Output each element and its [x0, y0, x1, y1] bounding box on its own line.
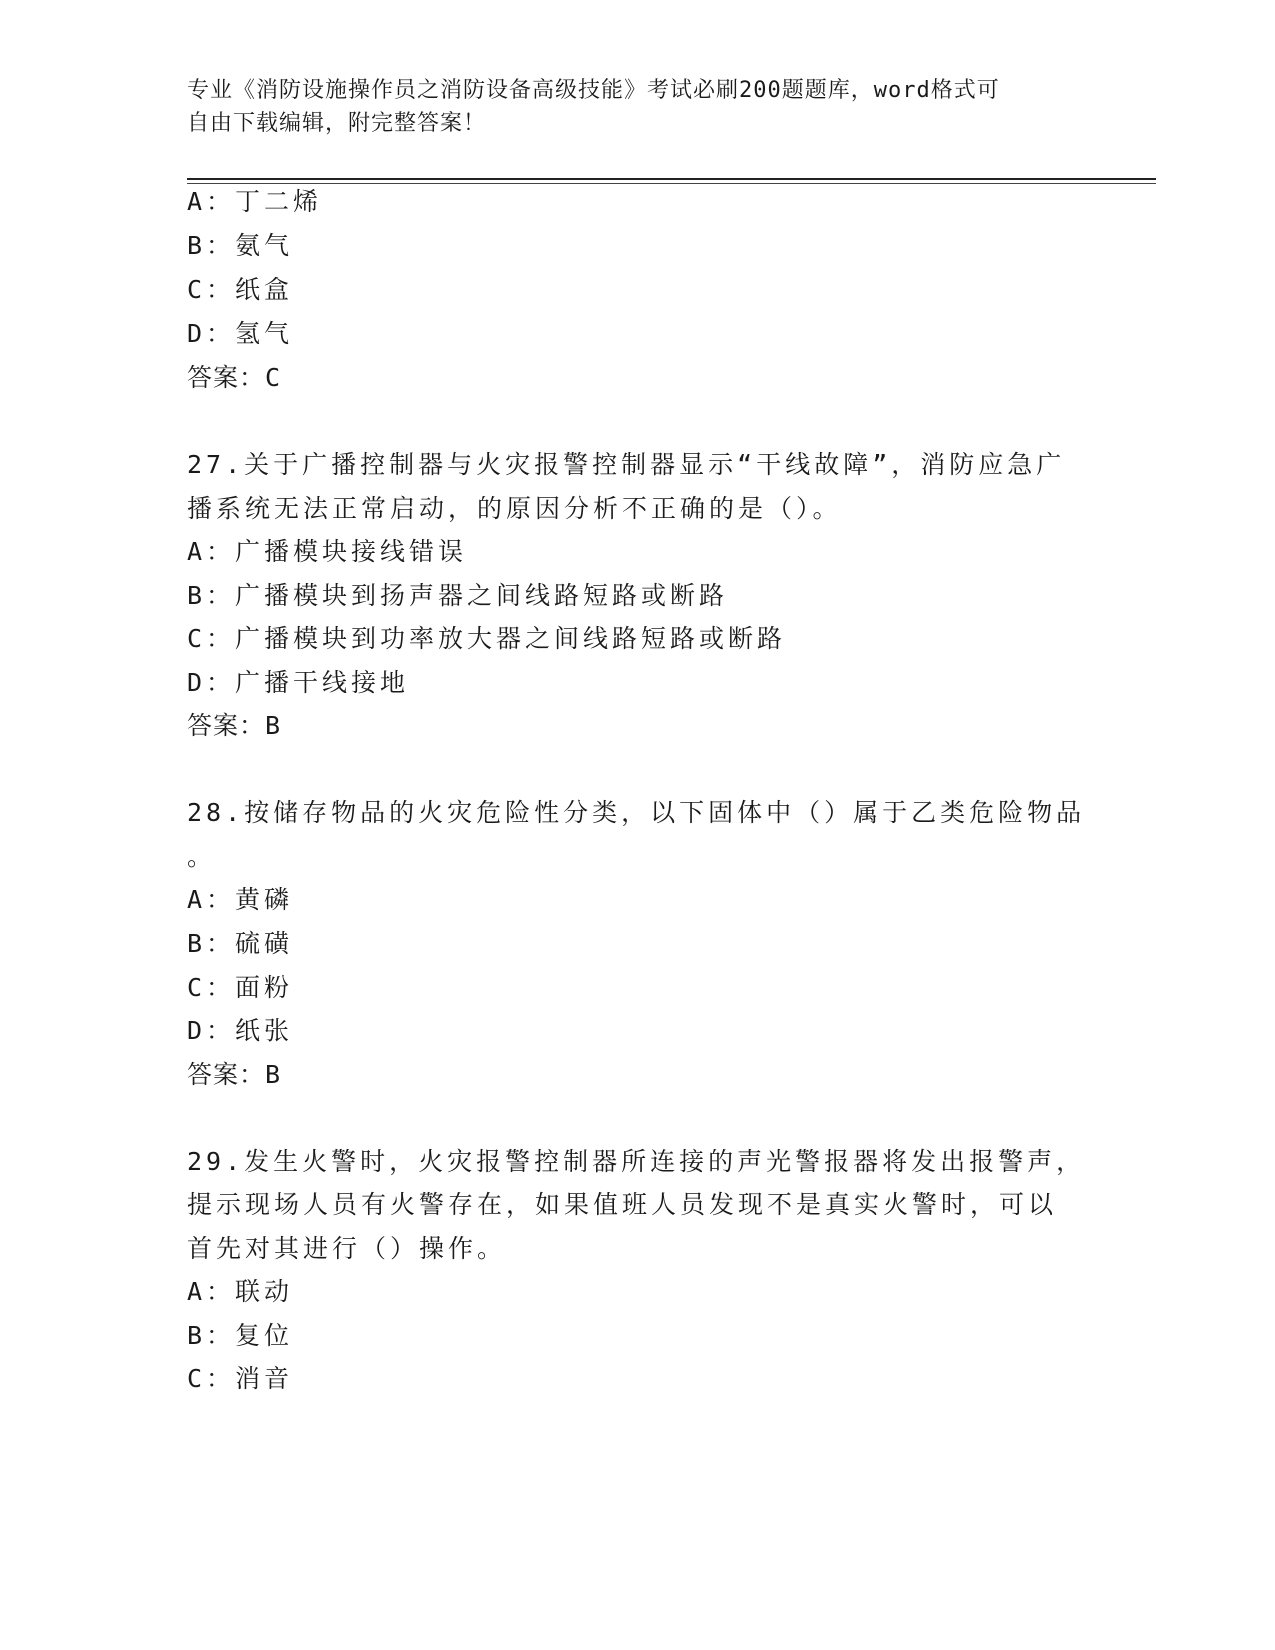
q26-option-a: A：丁二烯 — [187, 187, 323, 216]
document-header — [187, 74, 1077, 140]
q27-option-d: D：广播干线接地 — [187, 668, 410, 697]
q27-option-b: B：广播模块到扬声器之间线路短路或断路 — [187, 581, 729, 610]
q26-option-c: C：纸盒 — [187, 275, 294, 304]
q29-stem-line-1: 29.发生火警时，火灾报警控制器所连接的声光警报器将发出报警声， — [187, 1147, 1086, 1176]
q28-stem-line-2: 。 — [187, 842, 217, 871]
q27-stem-line-2: 播系统无法正常启动，的原因分析不正确的是（）。 — [187, 494, 842, 523]
header-divider-thin — [187, 183, 1156, 184]
q29-option-b: B：复位 — [187, 1321, 294, 1350]
q28-option-c: C：面粉 — [187, 973, 294, 1002]
q26-answer: 答案：C — [187, 363, 282, 392]
q26-option-b: B：氨气 — [187, 231, 294, 260]
q27-answer: 答案：B — [187, 711, 282, 740]
q28-stem-line-1: 28.按储存物品的火灾危险性分类，以下固体中（）属于乙类危险物品 — [187, 798, 1086, 827]
q29-option-a: A：联动 — [187, 1277, 294, 1306]
q27-option-c: C：广播模块到功率放大器之间线路短路或断路 — [187, 624, 787, 653]
q27-stem-line-1: 27.关于广播控制器与火灾报警控制器显示“干线故障”，消防应急广 — [187, 450, 1066, 479]
q28-answer: 答案：B — [187, 1060, 282, 1089]
q29-stem-line-2: 提示现场人员有火警存在，如果值班人员发现不是真实火警时，可以 — [187, 1190, 1058, 1219]
header-divider-thick — [187, 178, 1156, 180]
header-line-2: 自由下载编辑，附完整答案！ — [187, 111, 487, 136]
q29-stem-line-3: 首先对其进行（）操作。 — [187, 1234, 507, 1263]
header-line-1: 专业《消防设施操作员之消防设备高级技能》考试必刷200题题库，word格式可 — [187, 78, 1000, 103]
q28-option-a: A：黄磷 — [187, 885, 294, 914]
q29-option-c: C：消音 — [187, 1364, 294, 1393]
q28-option-d: D：纸张 — [187, 1016, 294, 1045]
q27-option-a: A：广播模块接线错误 — [187, 537, 468, 566]
q28-option-b: B：硫磺 — [187, 929, 294, 958]
q26-option-d: D：氢气 — [187, 319, 294, 348]
